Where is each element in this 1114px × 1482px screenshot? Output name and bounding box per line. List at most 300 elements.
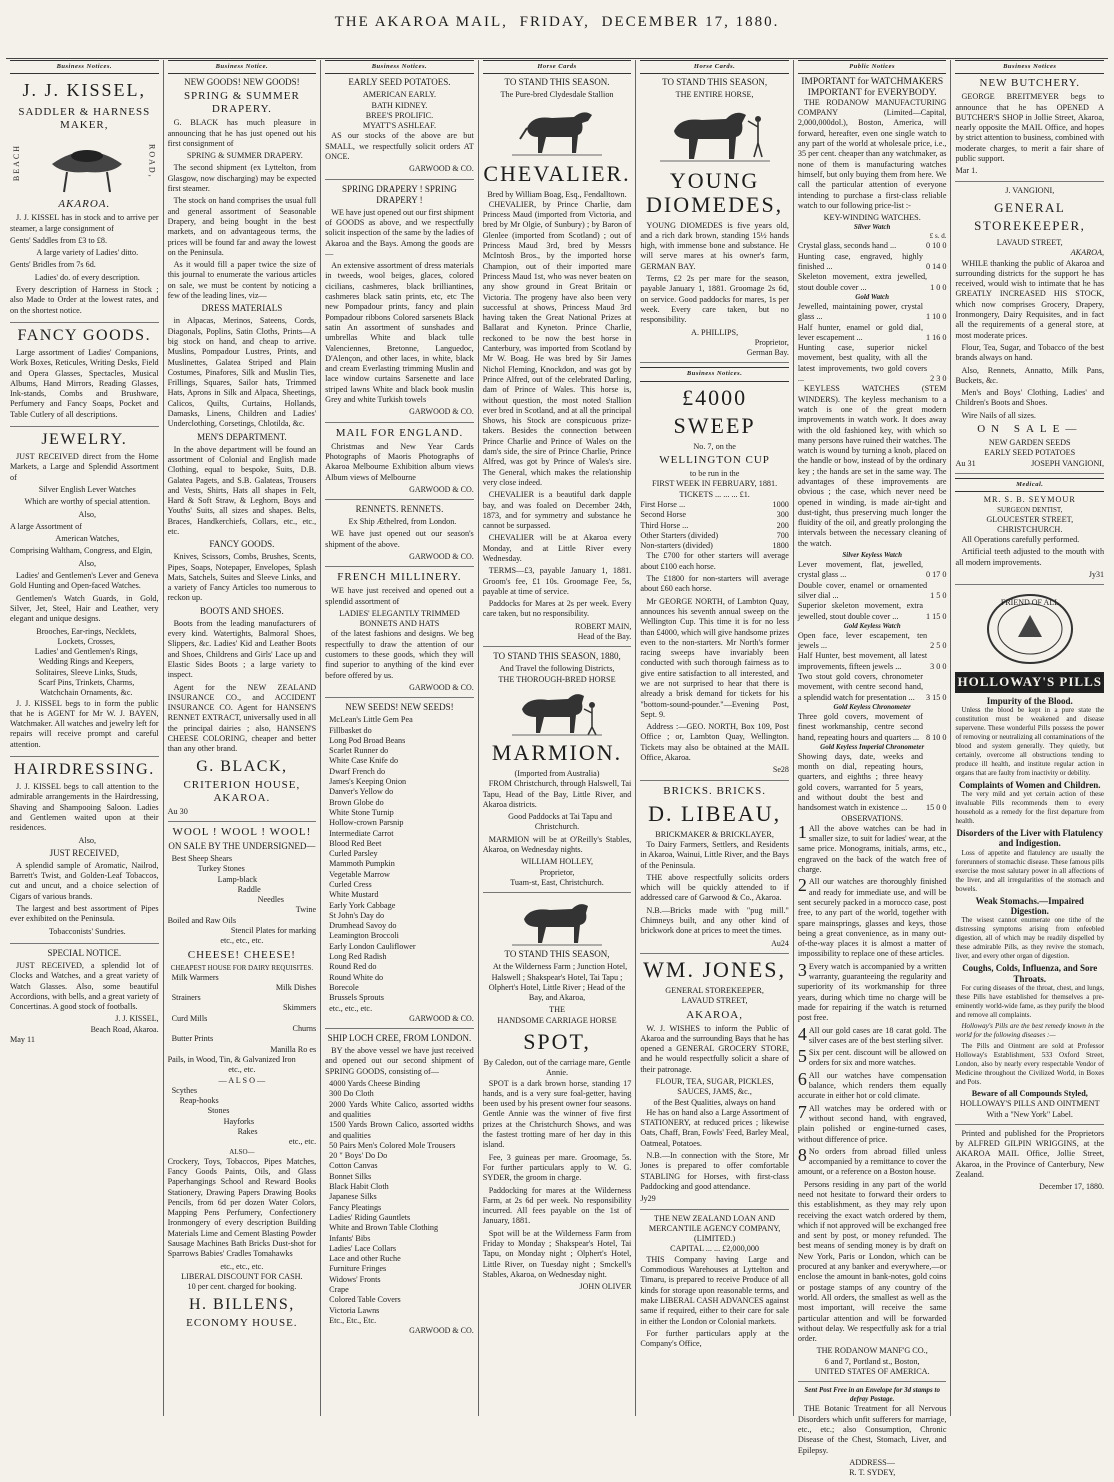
holloway-subhead: Impurity of the Blood. (986, 695, 1073, 706)
price-row (798, 581, 947, 602)
observation-text: All our watches are thoroughly finished and ready for immediate use, and will be sent securely packed in a morocco case, post free, to any part of the world, together with spare mainsprings, glasses and keys, those being a great convenience, as in many out-of-the-way places it is almost a matter of impossibility to replace one of these articles. (797, 877, 947, 959)
fancy-text: Knives, Scissors, Combs, Brushes, Scents, Pipes, Soaps, Notepaper, Envelopes, Splash Mats, Satchels, Suites and Sleeve Links, and a variety of Fancy Articles too numerous to reckon up. (167, 552, 317, 603)
list-item: Hollow-crown Parsnip (329, 818, 404, 828)
list-item: etc., etc. (288, 1137, 317, 1147)
sweep-text: Mr GEORGE NORTH, of Lambton Quay, announces his seventh annual sweep on the Wellington Cup. This time it is for no less than £4000, which will give handsome prizes even to the non-starters. Mr North's former racing sweeps have invariably been conducted with such thorough fairness as to give entire satisfaction to all interested, and we are not surprised to hear that there is already a brisk demand for tickets for his "bottom-sound-pounder."—Evening Post, Sept. 9. (640, 596, 789, 719)
drapery-text: The stock on hand comprises the usual full and general assortment of Seasonable Drapery, and being bought in the best markets, and on advantageous terms, the prices will be found far and away the lowest on the Peninsula. (167, 196, 317, 257)
column-6 (793, 60, 951, 1478)
list-item: Twine (295, 905, 317, 915)
rodanow-text: THE RODANOW MANUFACTURING COMPANY (Limited—Capital, 2,000,000dol.), Boston, America, will forward, hereafter, even one single watch to any part of the world at wholesale price, i.e., 35 per cent. cheaper than any watchmaker, as none of them is manufacturing watches himself, but only buying them from here. We call the particular attention of everyone intending to purchase a first-class reliable watch to our following price-list :- (797, 97, 947, 210)
list-item: Lockets, Crosses, (57, 636, 116, 646)
route-text: At the Wilderness Farm ; Junction Hotel, Halswell ; Shakspear's Hotel, Tai Tapu ; Olphert's Hotel, Little River ; Head of the Bay, and Akaroa, (488, 962, 628, 1003)
observation-item (797, 1144, 947, 1178)
millinery-text: WE have just received and opened out a splendid assortment of (325, 586, 474, 606)
chevalier-text: CHEVALIER is a beautiful dark dapple bay, and was foaled on December 24th, 1873, and for symmetry and substance he cannot be surpassed. (482, 490, 632, 531)
list-item: Dwarf French do (329, 766, 386, 776)
signature: GARWOOD & CO. (409, 682, 474, 692)
season-text: WE have just opened out our season's shipment of the above. (325, 529, 474, 549)
jewelry-text: Also, (78, 509, 97, 519)
ad-date: Au 31 (955, 458, 976, 468)
spring-text: WE have just opened out our first shipment of GOODS as above, and we respectfully solicit inspection of the same by the ladies of Akaroa and the Bays. Among the goods are— (325, 207, 474, 258)
the-text: THE (549, 1005, 565, 1015)
holloway-text: Loss of appetite and flatulency are usually the forerunners of stomachic disease. These famous pills exercise the most salutary power in all affections of the liver, and all irregularities of the stomach and bowels. (955, 848, 1105, 893)
signature: German Bay. (746, 348, 789, 358)
kissel-text: Ladies' do. of every description. (34, 272, 140, 282)
first-week-text: FIRST WEEK IN FEBRUARY, 1881. (652, 479, 778, 489)
list-item: St John's Day do (329, 910, 385, 920)
list-item: Manilla Ro es (270, 1044, 317, 1054)
observation-number: 7 (797, 1101, 807, 1122)
boots-heading: BOOTS AND SHOES. (199, 605, 284, 616)
kissel-text: Gents' Bridles from 7s 6d. (10, 260, 96, 270)
jewelry-text: Gentlemen's Watch Guards, in Gold, Silver, Jet, Steel, Hair and Leather, very elegant and unique designs. (10, 593, 159, 624)
price-row (640, 500, 789, 510)
special-heading: SPECIAL NOTICE. (47, 947, 122, 958)
list-item: BREE'S PROLIFIC. (365, 110, 434, 120)
ship-ad (325, 1033, 474, 1340)
libeau-ad (640, 785, 789, 954)
price-row (798, 323, 947, 344)
paper-date: DECEMBER 17, 1880. (601, 14, 780, 30)
list-item: Early London Cauliflower (329, 941, 416, 951)
akaroa-text: AKAROA, (686, 1008, 743, 1021)
price-amount: 700 (776, 530, 789, 540)
rennets-heading: RENNETS. RENNETS. (355, 504, 444, 515)
column-header: Business Notice. (168, 60, 317, 74)
spot-ad (483, 897, 632, 1296)
kw-heading: KEY-WINDING WATCHES. (823, 213, 921, 223)
price-amount: 1000 (772, 499, 789, 509)
millinery-heading: FRENCH MILLINERY. (337, 571, 462, 584)
nz-loan-text: THIS Company having Large and Commodious Warehouses at Lyttelton and Timaru, is prepared to receive Produce of all kinds for storage upon reasonable terms, and make LIBERAL CASH ADVANCES against same if required, either to their care for sale in either the London or Colonial markets. (640, 1254, 789, 1326)
list-item: Cotton Canvas (329, 1161, 378, 1171)
kissel-text: Gents' Saddles from £3 to £8. (10, 235, 107, 245)
mens-text: In the above department will be found an assortment of Colonial and English made Clothing, equal to bespoke, Suits, D.B. Galatea Pagets, and S.B. Galateas, Trousers and Vests, Shirts, Hats all shapes in Felt, Hard & Soft Straw, & Leghorn, Boys and Youths' Suits, all sizes and shapes. Belts, Braces, Handkerchiefs, Collars, etc., etc., etc. (167, 444, 317, 536)
list-item: Milk Warmers (171, 972, 219, 982)
signature: J. J. KISSEL, (115, 1014, 159, 1024)
proprietor-text: Proprietor, (539, 867, 575, 877)
column-1 (6, 60, 163, 1416)
column-3 (320, 60, 478, 1416)
list-item: Early York Cabbage (329, 900, 396, 910)
observation-number: 4 (797, 1023, 807, 1044)
address-name: R. T. SYDEY, (849, 1468, 896, 1478)
column-2 (163, 60, 321, 1416)
list-item: Brown Globe do (329, 797, 384, 807)
butchery-heading: NEW BUTCHERY. (979, 77, 1081, 90)
column-header: Public Notices (798, 60, 947, 74)
marmion-text: FROM Christchurch, through Halswell, Tai Tapu, Head of the Bay, Little River, and Akaroa districts. (482, 779, 632, 809)
best-text: of the Best Qualities, always on hand (653, 1097, 776, 1107)
spring-drapery-ad (325, 184, 474, 423)
observation-text: All the above watches can be had in smaller size, to suit for ladies' wear, at the same price. Monograms, initials, arms, etc., engraved on the back of the watch free of charge. (797, 823, 947, 875)
dairy-list (168, 973, 317, 1055)
address-label: ADDRESS— (849, 1457, 895, 1467)
holloway-ad (955, 589, 1104, 1125)
sale-list (168, 854, 317, 916)
list-item: Curled Parsley (329, 849, 378, 859)
price-row (640, 521, 789, 531)
list-item: Round White do (329, 972, 384, 982)
nz-loan-text: For further particulars apply at the Company's Office, (640, 1328, 789, 1349)
price-row (798, 343, 947, 384)
price-amount: 1 5 0 (930, 590, 947, 600)
jewelry-text: Which are worthy of special attention. (24, 497, 151, 507)
handsome-text: HANDSOME CARRIAGE HORSE (497, 1015, 617, 1025)
tobacco-text: A splendid sample of Aromatic, Nailrod, Barrett's Twist, and Golden-Leaf Tobaccos, cut and uncut, and a choice selection of Cigars of various brands. (10, 860, 159, 901)
keyless-text: KEYLESS WATCHES (STEM WINDERS). The keyless mechanism to a watch is one of the great modern improvements in watch work. It does away with the old fashioned key, with which so many persons have ruined their watches. The watch is wound by turning a knob, placed on the handle or bow, instead of by the ordinary key ; the hands are set in the same way. The advantages of these improvements are obvious ; the case, which never need be opened in winding, is made air-tight and dust-tight, thus preserving much longer the fluidity of the oil, and greatly prolonging the intervals between the necessary cleaning of the watch. (797, 384, 947, 548)
list-item: Solitaires, Sleeve Links, Studs, (35, 667, 138, 677)
potatoes-heading: EARLY SEED POTATOES. (348, 77, 451, 88)
chevalier-ad (483, 77, 632, 647)
potatoes-ad (325, 77, 474, 179)
jewelry-text: Comprising Waltham, Congress, and Elgin, (10, 546, 153, 556)
kissel-ad (10, 78, 159, 323)
criterion-house: CRITERION HOUSE, AKAROA. (183, 778, 301, 804)
cheapest-text: CHEAPEST HOUSE FOR DAIRY REQUISITES. (170, 963, 314, 972)
black-drapery-ad (168, 77, 317, 822)
list-item: Leamington Broccoli (329, 931, 399, 941)
akaroa-text: AKAROA, (1070, 248, 1105, 258)
black-name: G. BLACK, (196, 757, 288, 775)
list-item: McLean's Little Gem Pea (329, 715, 413, 725)
kissel-text: J. J. KISSEL has in stock and to arrive per steamer, a large consignment of (10, 213, 159, 233)
list-item: Strainers (171, 993, 201, 1003)
ny-label-text: With a "New York" Label. (986, 1109, 1073, 1119)
section-header: Medical. (955, 478, 1104, 492)
list-item: Victoria Lawns (329, 1305, 380, 1315)
column-header: Business Notices. (325, 60, 474, 74)
price-subhead: Gold Keyless Watch (843, 621, 901, 630)
price-amount: 1 0 0 (930, 282, 947, 292)
holloway-text: For curing diseases of the throat, chest, and lungs, these Pills have established for themselves a pre-eminently world-wide fame, as they purify the blood and remove all complaints. (955, 983, 1105, 1019)
spot-text: Spot will be at the Wilderness Farm from Friday to Monday ; Shakspear's Hotel, Tai Tapu, on Monday night ; Olphert's Hotel, Little River, on Tuesday night ; Smckell's Stables, Akaroa, on Wednesday night. (482, 1228, 632, 1279)
seymour-name: MR. S. B. SEYMOUR (983, 495, 1076, 505)
oils-text: Boiled and Raw Oils (167, 915, 237, 925)
stand-heading: TO STAND THIS SEASON, 1880, (493, 651, 621, 662)
holloway-text: The very mild and yet certain action of these invaluable Pills recommends them to every household as a remedy for the first departure from health. (955, 790, 1105, 826)
kissel-town: AKAROA. (58, 198, 111, 211)
list-item: 4000 Yards Cheese Binding (329, 1079, 421, 1089)
kissel-text: A large variety of Ladies' ditto. (36, 248, 139, 258)
kissel-road: ROAD, (147, 144, 157, 179)
price-list (798, 560, 947, 622)
ad-date: Se28 (772, 765, 789, 775)
storekeeper-heading: GENERAL STOREKEEPER, (974, 199, 1086, 233)
price-label: Half Hunter, best movement, all latest improvements, fifteen jewels ... (797, 651, 928, 671)
list-item: Best Sheep Shears (171, 853, 233, 863)
masthead (6, 0, 1108, 40)
seymour-text: Artificial teeth adjusted to the mouth with all modern improvements. (955, 547, 1105, 567)
list-item: Infants' Bibs (329, 1233, 371, 1243)
tickets-text: TICKETS ... ... ... £1. (679, 489, 750, 499)
imprint (955, 1129, 1104, 1197)
horse-icon (512, 897, 602, 947)
price-row (798, 241, 947, 251)
chevalier-text: CHEVALIER will be at Akaroa every Monday, and at Little River every Wednesday. (482, 533, 632, 563)
drapery-text: The second shipment (ex Lyttelton, from Glasgow, now discharging) may be expected first steamer. (167, 163, 317, 194)
price-row (798, 272, 947, 293)
list-item: Raddle (237, 884, 261, 894)
spring-heading: SPRING & SUMMER DRAPERY. (183, 90, 300, 116)
price-label: Third Horse ... (640, 520, 689, 530)
price-row (798, 560, 947, 581)
special-notice-ad (10, 948, 159, 1049)
list-item: Watchchain Ornaments, &c. (40, 688, 133, 698)
column-4 (478, 60, 636, 1416)
persons-text: Persons residing in any part of the world need not hesitate to forward their orders to this establishment, as they may rely upon receiving the exact watch ordered by them, which if not approved will be exchanged free and sent by post, or money refunded. The best means of sending money is by draft on New York, Paris or London, which can be procured at any banker and everywhere,—or enclose the amount in bank-notes, gold coins or postage stamps of any country of the world. All orders, the smallest as well as the most important, will receive the same particular attention and will be forwarded without delay. We respectfully ask for a trial order. (797, 1179, 947, 1344)
sweep-text: The £1800 for non-starters will average about £60 each horse. (640, 574, 789, 594)
marmion-name: MARMION. (491, 739, 623, 765)
signature: GARWOOD & CO. (409, 407, 474, 417)
masthead-rule (6, 58, 1108, 59)
list-item: Black Habit Cloth (329, 1182, 389, 1192)
also-label: — A L S O — (218, 1075, 266, 1085)
observation-number: 5 (797, 1046, 807, 1067)
holloway-text: Unless the blood be kept in a pure state the constitution must be weakened and disease supervene. These wonderful Pills possess the power of removing or neutralizing all contaminations of the blood and system generally. They quietly, but certainly, overcome all obstructions tending to produce ill health, and institute regular action in organs that are faulty from inactivity or debility. (955, 705, 1105, 777)
price-row (798, 651, 947, 672)
etc-text: etc., etc. (228, 1065, 256, 1075)
price-row (640, 531, 789, 541)
list-item: Reap-hooks (179, 1096, 219, 1106)
list-item: Ladies' Lace Collars (329, 1243, 397, 1253)
etc-text: etc., etc., etc. (220, 936, 264, 946)
potatoes-text: AS our stocks of the above are but SMALL, we respectfully solicit orders AT ONCE. (325, 131, 474, 162)
list-item: Intermediate Carrot (329, 828, 394, 838)
list-item: White Case Knife do (329, 756, 399, 766)
fancy-heading: FANCY GOODS. (209, 539, 275, 550)
billens-name: H. BILLENS, (188, 1295, 295, 1313)
observation-text: All our watches have compensation balance, which renders them equally accurate in either hot or cold climate. (797, 1070, 947, 1101)
observation-item (797, 1068, 947, 1102)
dress-heading: DRESS MATERIALS (201, 303, 283, 314)
brickmaker-text: BRICKMAKER & BRICKLAYER, (655, 829, 774, 839)
list-item: Skimmers (282, 1003, 317, 1013)
list-item: Round Red do (329, 962, 377, 972)
bricks-heading: BRICKS. BRICKS. (663, 784, 766, 797)
hairdressing-text: J. J. KISSEL begs to call attention to the admirable arrangements in the Hairdressing, Shaving and Shampooing Saloon. Ladies and Gentlemen waited upon at their residences. (10, 782, 159, 833)
price-amount: 1800 (772, 541, 789, 551)
kissel-trade: SADDLER & HARNESS MAKER, (18, 106, 151, 132)
list-item: Bonnet Silks (329, 1171, 372, 1181)
rennets-ad (325, 504, 474, 567)
pure-bred-text: The Pure-bred Clydesdale Stallion (500, 90, 614, 100)
price-label: Hunting case, engraved, highly finished ... (797, 251, 923, 272)
column-header: Horse Cards. (640, 60, 789, 74)
chevalier-text: TERMS—£3, payable January 1, 1881. Groom's fee, £1 10s. Groomage Fee, 5s, payable at time of service. (482, 566, 632, 596)
holloway-text: The wisest cannot enumerate one tithe of the distressing symptoms arising from enfeebled digestion, all of which may be readily dispelled by these admirable Pills, as they revive the stomach, liver, and every other organ of digestion. (955, 916, 1105, 961)
observation-text: All our gold cases are 18 carat gold. The silver cases are of the best sterling silver. (808, 1025, 947, 1045)
list-item: MYATT'S ASHLEAF. (362, 121, 437, 131)
phillips-name: A. PHILLIPS, (691, 327, 739, 337)
seymour-text: All Operations carefully performed. (961, 535, 1080, 545)
price-subhead: Gold Keyless Chronometer (833, 702, 911, 711)
signature: GARWOOD & CO. (409, 164, 474, 174)
by-text: By Caledon, out of the carriage mare, Gentle Annie. (483, 1058, 631, 1078)
seal-icon (980, 589, 1080, 669)
columns (6, 60, 1108, 1478)
holloway-text: The Pills and Ointment are sold at Professor Holloway's Establishment, 533 Oxford Street, London, also by nearly every respectable Vendor of Medicine throughout the Civilized World, in Boxes and Pots. (955, 1041, 1105, 1086)
price-row (640, 541, 789, 551)
travel-text: And Travel the following Districts, (499, 664, 615, 674)
signature: JOSEPH VANGIONI, (1031, 458, 1105, 468)
price-subhead: Gold Keyless Imperial Chronometer (820, 742, 925, 751)
kissel-text: Every description of Harness in Stock ; also Made to Order at the lowest rates, and on the shortest notice. (10, 285, 159, 315)
paper-day: FRIDAY, (519, 14, 590, 30)
price-label: Superior skeleton movement, extra jewelled, stout double cover ... (797, 601, 923, 621)
list-item: Widows' Fronts (329, 1274, 381, 1284)
thoroughbred-text: THE THOROUGH-BRED HORSE (498, 674, 616, 684)
prize-list (640, 500, 789, 551)
chevalier-text: Paddocks for Mares at 2s per week. Every care taken, but no responsibility. (482, 599, 632, 619)
list-item: Hayforks (223, 1116, 255, 1126)
price-label: Half hunter, enamel or gold dial, lever escapement ... (797, 322, 923, 342)
price-label: Other Starters (divided) (640, 530, 719, 540)
observation-text: No orders from abroad filled unless accompanied by a remittance to cover the amount, or a reference on a Boston house. (797, 1146, 947, 1177)
observation-item (798, 877, 947, 959)
fancy-goods-ad (10, 327, 159, 427)
horse-icon (660, 103, 770, 165)
list-item: Ladies' and Gentlemen's Rings, (34, 647, 138, 657)
on-sale-heading: ON SALE— (977, 423, 1083, 436)
price-list (798, 712, 947, 743)
spot-text: Fee, 3 guineas per mare. Groomage, 5s. For further particulars apply to W. G. SYDER, the groom in charge. (482, 1152, 632, 1183)
cheese-heading: CHEESE! CHEESE! (187, 948, 296, 961)
price-label: Second Horse (640, 510, 687, 520)
diomedes-name: YOUNG DIOMEDES, (646, 167, 784, 217)
observation-text: All watches may be ordered with or without second hand, with engraved, plain polished or engine-turned cases, without difference of price. (797, 1103, 947, 1144)
observation-text: Six per cent. discount will be allowed on orders for six and more watches. (808, 1048, 947, 1068)
list-item: 50 Pairs Men's Colored Mole Trousers (329, 1140, 456, 1150)
signature: JOHN OLIVER (579, 1282, 632, 1292)
capital-text: CAPITAL ... ... £2,000,000 (670, 1244, 760, 1254)
observation-number: 3 (797, 959, 807, 980)
list-item: Vegetable Marrow (329, 869, 390, 879)
discount-text: LIBERAL DISCOUNT FOR CASH. (181, 1271, 303, 1281)
pails-text: Pails, in Wood, Tin, & Galvanized Iron (167, 1054, 296, 1064)
spring-list: An extensive assortment of dress materials in tweeds, wool beiges, glaces, colored cicilians, cashmeres, black brilliantines, cashmeres black satin prints, etc, etc The new Pompadour prints, fancy and plain Pompadour ribbons Colored sarsenets Black satin An assortment of sunshades and umbrellas White and black tulle Valenciennes, Bretonne, Languedoc, D'Alençon, and other laces, in white, black and cream Everlasting trimming Muslin and lace window curtains Sarsenette and lace striped lawns White and black book muslin Grey and white Turkish towels (325, 261, 474, 405)
price-list (798, 752, 947, 814)
holloway-subhead: Complaints of Women and Children. (959, 779, 1101, 790)
ad-date: Jy31 (1088, 569, 1105, 579)
observation-number: 2 (797, 875, 807, 896)
spot-text: Paddocking for mares at the Wilderness Farm, at 2s 6d per week. No responsibility incurred. All fees payable on the 1st of January, 1881. (482, 1185, 632, 1226)
jewelry-text: Also, (78, 558, 97, 568)
list-item: Scarlet Runner do (329, 746, 389, 756)
list-item: Turkey Stones (197, 864, 245, 874)
millinery-ad (325, 571, 474, 698)
list-item: Lamp-black (217, 874, 258, 884)
fancy-text: Large assortment of Ladies' Companions, Work Boxes, Reticules, Writing Desks, Field and Opera Glasses, Spectacles, Musical Albums, Hand Mirrors, Reading Glasses, Ink-stands, Combs and Brushware, Perfumery and Fancy Soaps, Pocket and Table Cutlery of all descriptions. (10, 347, 159, 419)
price-amount: 3 0 0 (930, 661, 947, 671)
observation-number: 1 (797, 821, 807, 842)
observation-item (797, 959, 947, 1024)
price-amount: 1 10 0 (926, 312, 947, 322)
list-item: 2000 Yards White Calico, assorted widths and qualities (329, 1099, 474, 1119)
garden-text: NEW GARDEN SEEDS (988, 438, 1071, 448)
rodanow-address: 6 and 7, Portland st., Boston, (824, 1356, 920, 1366)
gloucester-text: GLOUCESTER STREET, (986, 514, 1074, 524)
grocer-text: GENERAL STOREKEEPER, (665, 985, 764, 995)
marmion-ad (483, 651, 632, 893)
list-item: Furniture Fringes (329, 1264, 387, 1274)
price-list (798, 302, 947, 384)
list-item: Fillbasket do (329, 725, 372, 735)
list-item: Fancy Pleatings (329, 1202, 382, 1212)
list-item: Scarf Pins, Trinkets, Charms, (38, 677, 135, 687)
jewelry-text: JUST RECEIVED direct from the Home Markets, a Large and Splendid Assortment of (10, 452, 159, 482)
horse-icon (512, 103, 602, 158)
list-item: Churns (292, 1024, 317, 1034)
sale-heading: ON SALE BY THE UNDERSIGNED— (168, 840, 316, 851)
vangioni-text: Men's and Boys' Clothing, Ladies' and Children's Boots and Shoes. (955, 388, 1105, 408)
ad-date: Au24 (771, 938, 789, 948)
price-label: Showing days, date, weeks and month on dial, repeating hours, quarters, and eighths ; three heavy gold covers, warranted for 5 years, and without doubt the best and handsomest watch in existence ... (797, 751, 923, 813)
price-label: Lever movement, flat, jewelled, crystal glass ... (797, 560, 923, 580)
price-row (798, 601, 947, 622)
rodanow-ad (798, 77, 947, 1382)
holloway-subhead: Disorders of the Liver with Flatulency and Indigestion. (956, 828, 1104, 849)
holley-name: WILLIAM HOLLEY, (520, 857, 594, 867)
ad-date: Mar 1. (955, 166, 978, 176)
botanic-ad (798, 1386, 947, 1482)
ship-text: BY the above vessel we have just received and opened out our second shipment of SPRING GOODS, consisting of— (325, 1046, 474, 1076)
price-row (798, 631, 947, 652)
stand-heading: TO STAND THIS SEASON, (504, 949, 610, 960)
usa-text: UNITED STATES OF AMERICA. (814, 1367, 930, 1377)
price-row (640, 510, 789, 520)
seymour-ad (955, 495, 1104, 585)
booking-text: 10 per cent. charged for booking. (187, 1282, 297, 1292)
list-item: Borecole (329, 982, 359, 992)
list-item: 300 Do Cloth (329, 1089, 374, 1099)
hairdressing-heading: HAIRDRESSING. (13, 761, 155, 779)
price-amount: 15 0 0 (926, 803, 947, 813)
observation-number: 6 (797, 1068, 807, 1089)
surgeon-text: SURGEON DENTIST, (997, 505, 1063, 514)
column-header: Business Notices (955, 60, 1104, 74)
section-header: Business Notices. (640, 367, 789, 381)
signature: Head of the Bay. (577, 632, 632, 642)
mens-heading: MEN'S DEPARTMENT. (197, 431, 287, 442)
jewelry-ad (10, 431, 159, 757)
price-label: First Horse ... (640, 499, 686, 509)
sweep-text: The £700 for other starters will average about £100 each horse. (640, 551, 789, 571)
list-item: Crape (329, 1284, 349, 1294)
price-subhead: Gold Watch (855, 292, 890, 301)
price-row (798, 302, 947, 323)
drapery-text: As it would fill a paper twice the size of this journal to enumerate the various articles on sale, we must be content by noticing a few of the leading lines, viz— (167, 260, 317, 301)
list-item: Wedding Rings and Keepers, (38, 657, 134, 667)
millinery-text: of the latest fashions and designs. We beg respectfully to draw the attention of our customers to these goods, which they will find superior to anything of the kind ever before offered by us. (325, 629, 474, 680)
signature: ROBERT MAIN, (575, 621, 632, 631)
list-item: Curled Cress (329, 880, 372, 889)
pipes-text: The largest and best assortment of Pipes ever exhibited on the Peninsula. (10, 904, 159, 924)
holloway-banner: HOLLOWAY'S PILLS (955, 672, 1104, 692)
jones-text: N.B.—In connection with the Store, Mr Jones is prepared to offer comfortable STABLING for Horses, with first-class Paddocking and good attendance. (640, 1151, 789, 1191)
chevalier-text: CHEVALIER, by Prince Charlie, dam Princess Maud (imported from Victoria, and bred by Mr Olgie, of Sunbury) ; by Baron of Glenlee (imported from Scotland) ; out of Princess Maud 3rd, bred by Messrs McIntosh Bros., by the imported horse Champion, out of their imported mare Princess Maud 1st, who was never beaten on any show ground in Great Britain or Victoria. The progeny have also been very successful at shows, Princess Maud 3rd having taken the Great National Prizes at Ballarat and Kyneton. Prince Charlie, reckoned to be now the best horse in Canterbury, was imported from Scotland by Mr W. Boag. He was bred by Sir James Nichol Fleming, Knockdon, and was got by Prince Alfred, out of the celebrated Darling, dam of Prince of Wales. This horse is, without question, the most noted Stallion ever bred in Scotland, and at all the principal Shows, his Stock are conspicuous prize-takers. Besides the connection between Prince Charlie and Prince of Wales on the dam's side, the sire of Prince Charlie, Prince Alfred, was got by Prince of Wales's sire. The General, which makes the relationship very close indeed. (482, 199, 632, 487)
drapery-text: G. BLACK has much pleasure in announcing that he has just opened out his first consignment of (167, 118, 317, 148)
list-item: Needles (257, 895, 284, 905)
list-item: BATH KIDNEY. (371, 100, 428, 110)
list-item: Brussels Sprouts (329, 993, 384, 1003)
marmion-text: Good Paddocks at Tai Tapu and Christchurch. (508, 812, 612, 832)
vangioni-text: Wire Nails of all sizes. (961, 410, 1036, 420)
list-item: White Mustard (329, 890, 379, 900)
price-amount: 2 3 0 (930, 374, 947, 384)
butchery-ad (955, 77, 1104, 181)
list-item: Blood Red Beet (329, 838, 382, 848)
